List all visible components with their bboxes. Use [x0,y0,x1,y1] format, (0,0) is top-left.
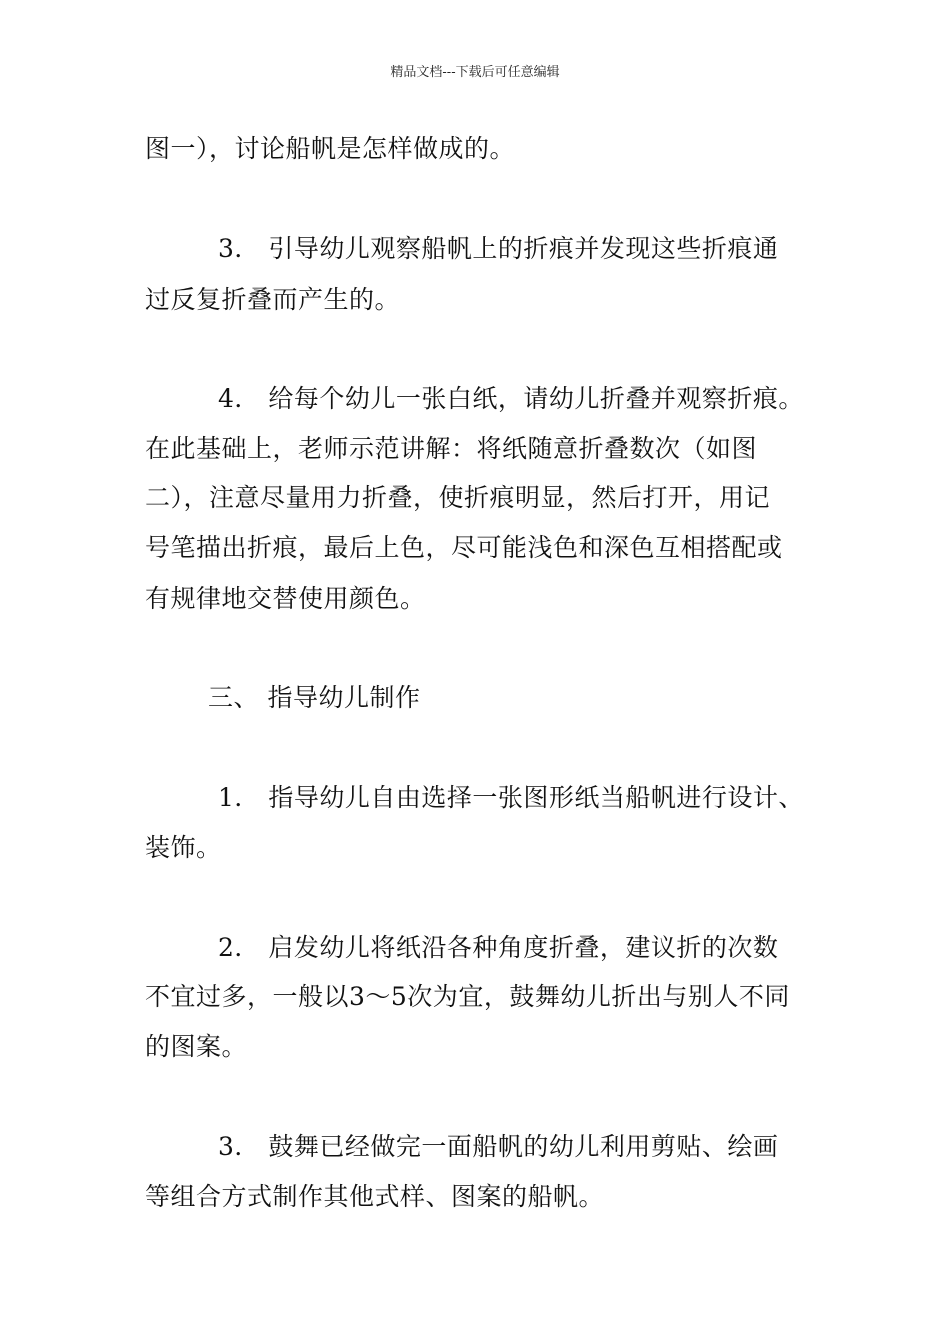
text-line: 图一），讨论船帆是怎样做成的。 [145,134,516,163]
page-header: 精品文档---下载后可任意编辑 [390,65,560,80]
text-line: 等组合方式制作其他式样、图案的船帆。 [145,1182,605,1211]
text-line: 有规律地交替使用颜色。 [145,584,426,613]
text-line: 3． 引导幼儿观察船帆上的折痕并发现这些折痕通 [218,234,779,263]
text-line: 在此基础上，老师示范讲解：将纸随意折叠数次（如图 [145,434,758,463]
text-line: 号笔描出折痕，最后上色，尽可能浅色和深色互相搭配或 [145,533,783,562]
text-line: 装饰。 [145,833,222,862]
text-line: 的图案。 [145,1032,248,1061]
text-line: 4． 给每个幼儿一张白纸，请幼儿折叠并观察折痕。 [218,384,804,413]
text-line: 1． 指导幼儿自由选择一张图形纸当船帆进行设计、 [218,783,804,812]
text-line: 二），注意尽量用力折叠，使折痕明显，然后打开，用记 [145,483,771,512]
section-heading: 三、 指导幼儿制作 [208,683,421,712]
text-line: 3． 鼓舞已经做完一面船帆的幼儿利用剪贴、绘画 [218,1132,779,1161]
text-line: 不宜过多，一般以3～5次为宜，鼓舞幼儿折出与别人不同 [145,982,790,1011]
text-line: 过反复折叠而产生的。 [145,285,401,314]
text-line: 2． 启发幼儿将纸沿各种角度折叠，建议折的次数 [218,933,779,962]
